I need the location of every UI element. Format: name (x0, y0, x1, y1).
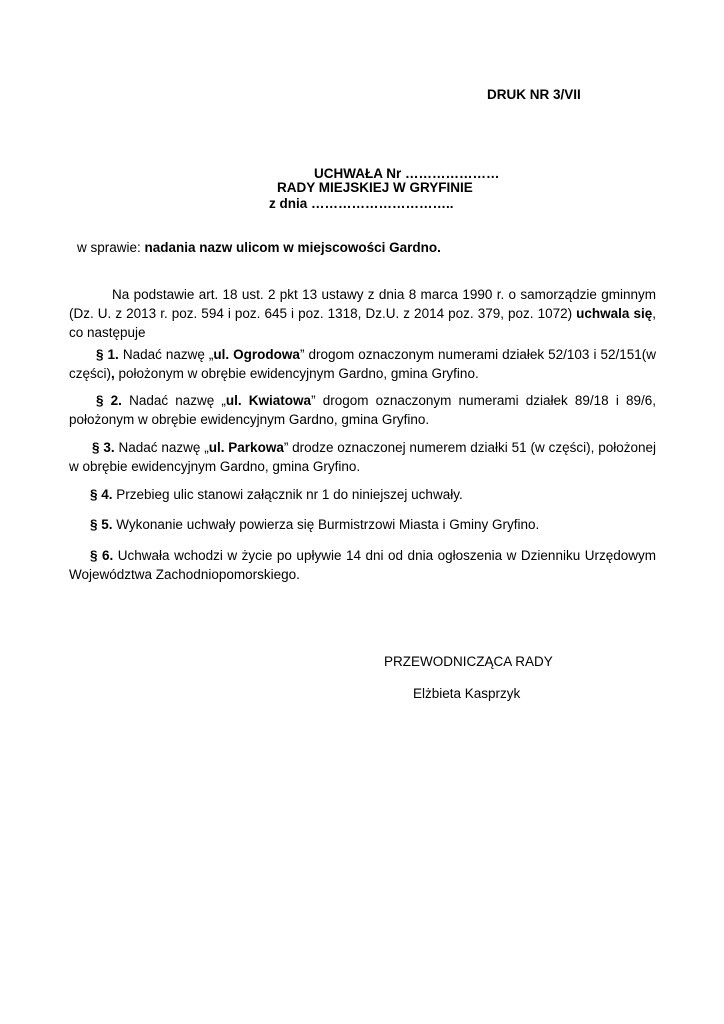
section-4-number: § 4. (90, 487, 113, 502)
subject-prefix: w sprawie: (77, 240, 145, 255)
preamble (69, 285, 656, 342)
street-name-kwiatowa: ul. Kwiatowa (225, 393, 312, 408)
section-1-text-c: położonym w obrębie ewidencyjnym Gardno, gmina Gryfino. (114, 366, 479, 381)
signature-title: PRZEWODNICZĄCA RADY (384, 654, 553, 669)
section-6-number: § 6. (90, 548, 114, 563)
section-3-number: § 3. (92, 440, 115, 455)
section-1-text-a: Nadać nazwę „ (118, 347, 214, 362)
section-1-number: § 1. (96, 347, 119, 362)
council-name: RADY MIEJSKIEJ W GRYFINIE (277, 180, 473, 195)
section-4-text: Przebieg ulic stanowi załącznik nr 1 do niniejszej uchwały. (112, 487, 463, 502)
section-2 (69, 391, 656, 429)
preamble-text: Na podstawie art. 18 ust. 2 pkt 13 ustawy z dnia 8 marca 1990 r. o samorządzie gminnym (Dz. U. z 2013 r. poz. 594 i poz. 645 i poz. 1318, Dz.U. z 2014 poz. 379, poz. 1072) (69, 287, 656, 321)
section-1-comma: , (111, 366, 115, 381)
section-1 (69, 345, 656, 383)
subject-text: nadania nazw ulicom w miejscowości Gardno. (144, 240, 441, 255)
street-name-ogrodowa: ul. Ogrodowa (213, 347, 300, 362)
section-6 (69, 546, 656, 584)
section-6-text: Uchwała wchodzi w życie po upływie 14 dni od dnia ogłoszenia w Dzienniku Urzędowym Województwa Zachodniopomorskiego. (69, 548, 656, 582)
street-name-parkowa: ul. Parkowa (208, 440, 284, 455)
section-3-text-b: ” drodze oznaczonej numerem działki 51 (w części), położonej w obrębie ewidencyjnym Gardno, gmina Gryfino. (69, 440, 656, 474)
section-5-text: Wykonanie uchwały powierza się Burmistrzowi Miasta i Gminy Gryfino. (112, 517, 540, 532)
resolution-date: z dnia ………………………….. (269, 196, 454, 211)
section-2-text-a: Nadać nazwę „ (121, 393, 226, 408)
section-5-number: § 5. (90, 517, 113, 532)
resolution-title: UCHWAŁA Nr ………………… (314, 166, 500, 181)
section-3 (69, 438, 656, 476)
signature-name: Elżbieta Kasprzyk (413, 686, 521, 701)
doc-number: DRUK NR 3/VII (487, 87, 581, 102)
section-3-text-a: Nadać nazwę „ (114, 440, 209, 455)
section-5 (69, 515, 656, 534)
section-2-number: § 2. (96, 393, 122, 408)
section-2-text-b: ” drogom oznaczonym numerami działek 89/18 i 89/6, położonym w obrębie ewidencyjnym Gardno, gmina Gryfino. (69, 393, 656, 427)
section-1-text-b: ” drogom oznaczonym numerami działek 52/103 i 52/151(w części) (69, 347, 657, 381)
preamble-bold: uchwala się (576, 306, 653, 321)
section-4 (69, 485, 656, 504)
preamble-tail: , co następuje (69, 306, 657, 340)
subject-line (77, 240, 441, 255)
